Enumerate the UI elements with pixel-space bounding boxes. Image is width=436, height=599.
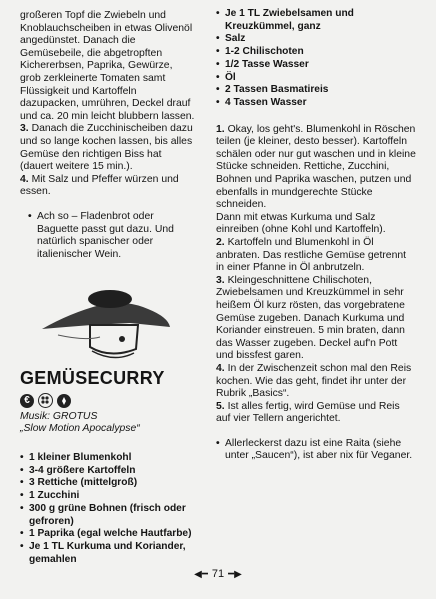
raita-tip: • Allerleckerst dazu ist eine Raita (siehe unter „Saucen“), ist aber nix für Veganer. <box>216 438 416 463</box>
recipe-header <box>20 368 196 435</box>
ingredient-list-continued <box>216 8 416 110</box>
step-1: 1. Okay, los geht's. Blumenkohl in Röschen teilen (je kleiner, desto besser). Kartoffeln schälen oder nur gut waschen und in kleine Stücke schneiden. Rettiche, Zucchini, Bohnen und Paprika waschen, putzen und ebenfalls in mundgerechte Stücke schneiden. <box>216 123 416 211</box>
shadow-stroke <box>58 335 100 339</box>
cooking-pot-illustration <box>30 285 180 365</box>
recipe-title: GEMÜSECURRY <box>20 368 165 388</box>
step-4: 4. Mit Salz und Pfeffer würzen und essen. <box>20 173 179 198</box>
ingredient-item: • 3 Rettiche (mittelgroß) <box>20 477 196 490</box>
step-3: 3. Kleingeschnittene Chilischoten, Zwiebelsamen und Kreuzkümmel in sehr heißem Öl kurz rösten, das vorgebratene Gemüse zugeben. Danach Kurkuma und Koriander einstreuen. 5 min braten, dann das Wasser zugeben. Deckel auf'n Pott und bissfest garen. <box>216 274 405 362</box>
page-number: 71 <box>211 568 225 580</box>
ingredient-item: • Je 1 TL Kurkuma und Koriander, gemahlen <box>20 541 196 566</box>
music-album: „Slow Motion Apocalypse“ <box>20 423 140 434</box>
previous-recipe-steps <box>20 123 196 199</box>
left-column <box>20 10 196 261</box>
ingredient-item: • 3-4 größere Kartoffeln <box>20 465 196 478</box>
ingredient-item: • 1/2 Tasse Wasser <box>216 59 416 72</box>
previous-recipe-text: großeren Topf die Zwiebeln und Knoblauchscheiben in etwas Olivenöl angedünstet. Danach die Gemüsebeile, die abgetropften Kichererbsen, Paprika, Gewürze, grob zerkleinerte Tomaten samt Flüssigkeit und Kartoffeln dazupacken, umrühren, Deckel drauf und ca. 20 min leicht blubbern lassen. <box>20 10 195 122</box>
ingredient-item: • Öl <box>216 72 416 85</box>
vegan-badge-icon <box>38 393 53 408</box>
ingredient-item: • 1 kleiner Blumenkohl <box>20 452 196 465</box>
right-column <box>216 8 416 463</box>
ingredient-item: • 1 Zucchini <box>20 490 196 503</box>
recipe-badges <box>20 393 196 408</box>
lid-knob <box>88 290 132 308</box>
ingredient-item: • 300 g grüne Bohnen (frisch oder gefroren) <box>20 503 196 528</box>
recipe-steps <box>216 124 416 426</box>
page-number-bar <box>0 568 436 580</box>
ingredients-left <box>20 452 196 566</box>
ingredient-item: • 4 Tassen Wasser <box>216 97 416 110</box>
music-line: Musik: GROTUS <box>20 411 98 422</box>
ingredient-item: • Je 1 TL Zwiebelsamen und Kreuzkümmel, ganz <box>216 8 416 33</box>
step-4: 4. In der Zwischenzeit schon mal den Reis kochen. Wie das geht, findet ihr unter der Rubrik „Basics“. <box>216 362 412 400</box>
ingredient-item: • 1-2 Chilischoten <box>216 46 416 59</box>
prev-arrow-icon: ◀━ <box>194 568 208 580</box>
ingredient-item: • 2 Tassen Basmatireis <box>216 84 416 97</box>
ingredient-item: • 1 Paprika (egal welche Hautfarbe) <box>20 528 196 541</box>
step-1-continued: Dann mit etwas Kurkuma und Salz einreiben (ohne Kohl und Kartoffeln). <box>216 211 386 236</box>
serving-tip: • Ach so – Fladenbrot oder Baguette passt gut dazu. Und natürlich spanischer oder italienischer Wein. <box>28 211 196 261</box>
pot-body <box>90 325 138 354</box>
next-arrow-icon: ━▶ <box>228 568 242 580</box>
effort-badge-icon <box>57 394 71 408</box>
price-badge-icon: € <box>20 394 34 408</box>
pot-decoration <box>119 336 125 342</box>
step-5: 5. Ist alles fertig, wird Gemüse und Reis auf vier Tellern angerichtet. <box>216 400 400 425</box>
step-3: 3. Danach die Zucchinischeiben dazu und so lange kochen lassen, bis alles Gemüse den richtigen Biss hat (dauert weitere 15 min.). <box>20 123 193 173</box>
ingredient-item: • Salz <box>216 33 416 46</box>
step-2: 2. Kartoffeln und Blumenkohl in Öl anbraten. Das restliche Gemüse getrennt in einer Pfanne in Öl anbrutzeln. <box>216 236 407 274</box>
ingredient-list <box>20 452 196 566</box>
